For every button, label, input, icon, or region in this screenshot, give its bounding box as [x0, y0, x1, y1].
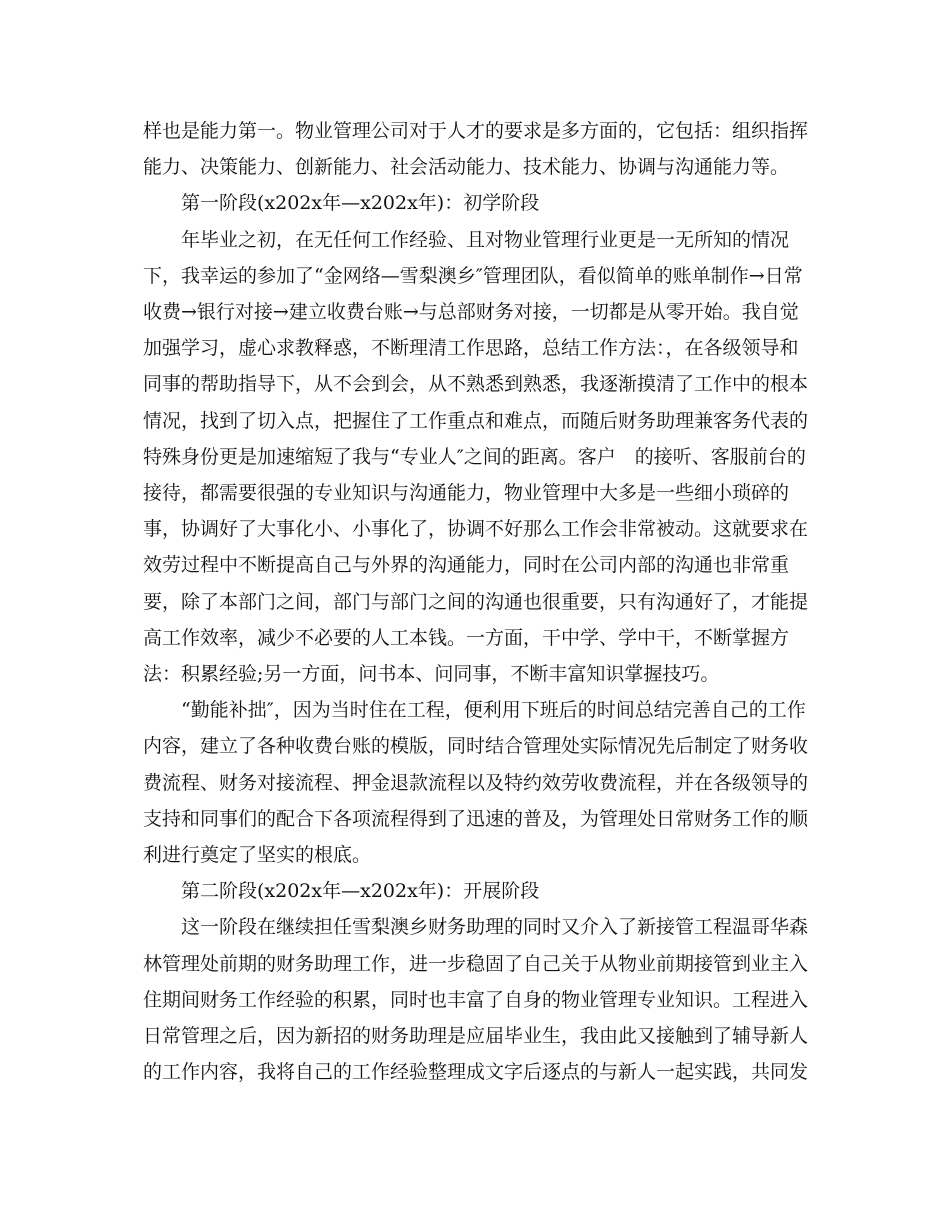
- section-heading-stage-2: 第二阶段(x202x年—x202x年)：开展阶段: [181, 880, 540, 903]
- paragraph-2: 年毕业之初，在无任何工作经验、且对物业管理行业更是一无所知的情况下，我幸运的参加了“金网络—雪梨澳乡″管理团队，看似简单的账单制作→日常收费→银行对接→建立收费台账→与总部财务对接，一切都是从零开始。我自觉加强学习，虚心求教释惑，不断理清工作思路，总结工作方法：，在各级领导和同事的帮助指导下，从不会到会，从不熟悉到熟悉，我逐渐摸清了工作中的根本情况，找到了切入点，把握住了工作重点和难点，而随后财务助理兼客务代表的特殊身份更是加速缩短了我与“专业人″之间的距离。客户 的接听、客服前台的接待，都需要很强的专业知识与沟通能力，物业管理中大多是一些细小琐碎的事，协调好了大事化小、小事化了，协调不好那么工作会非常被动。这就要求在效劳过程中不断提高自己与外界的沟通能力，同时在公司内部的沟通也非常重要，除了本部门之间，部门与部门之间的沟通也很重要，只有沟通好了，才能提高工作效率，减少不必要的人工本钱。一方面，干中学、学中干，不断掌握方法：积累经验;另一方面，问书本、问同事，不断丰富知识掌握技巧。: [143, 228, 809, 686]
- paragraph-4: 这一阶段在继续担任雪梨澳乡财务助理的同时又介入了新接管工程温哥华森林管理处前期的财务助理工作，进一步稳固了自己关于从物业前期接管到业主入住期间财务工作经验的积累，同时也丰富了自身的物业管理专业知识。工程进入日常管理之后，因为新招的财务助理是应届毕业生，我由此又接触到了辅导新人的工作内容，我将自己的工作经验整理成文字后逐点的与新人一起实践，共同发: [143, 916, 809, 1084]
- paragraph-3: “勤能补拙″，因为当时住在工程，便利用下班后的时间总结完善自己的工作内容，建立了各种收费台账的模版，同时结合管理处实际情况先后制定了财务收费流程、财务对接流程、押金退款流程以及特约效劳收费流程，并在各级领导的支持和同事们的配合下各项流程得到了迅速的普及，为管理处日常财务工作的顺利进行奠定了坚实的根底。: [143, 699, 809, 867]
- document-body: [143, 113, 808, 1090]
- section-heading-stage-1: 第一阶段(x202x年—x202x年)：初学阶段: [181, 192, 540, 215]
- paragraph-1: 样也是能力第一。物业管理公司对于人才的要求是多方面的，它包括：组织指挥能力、决策能力、创新能力、社会活动能力、技术能力、协调与沟通能力等。: [143, 120, 809, 179]
